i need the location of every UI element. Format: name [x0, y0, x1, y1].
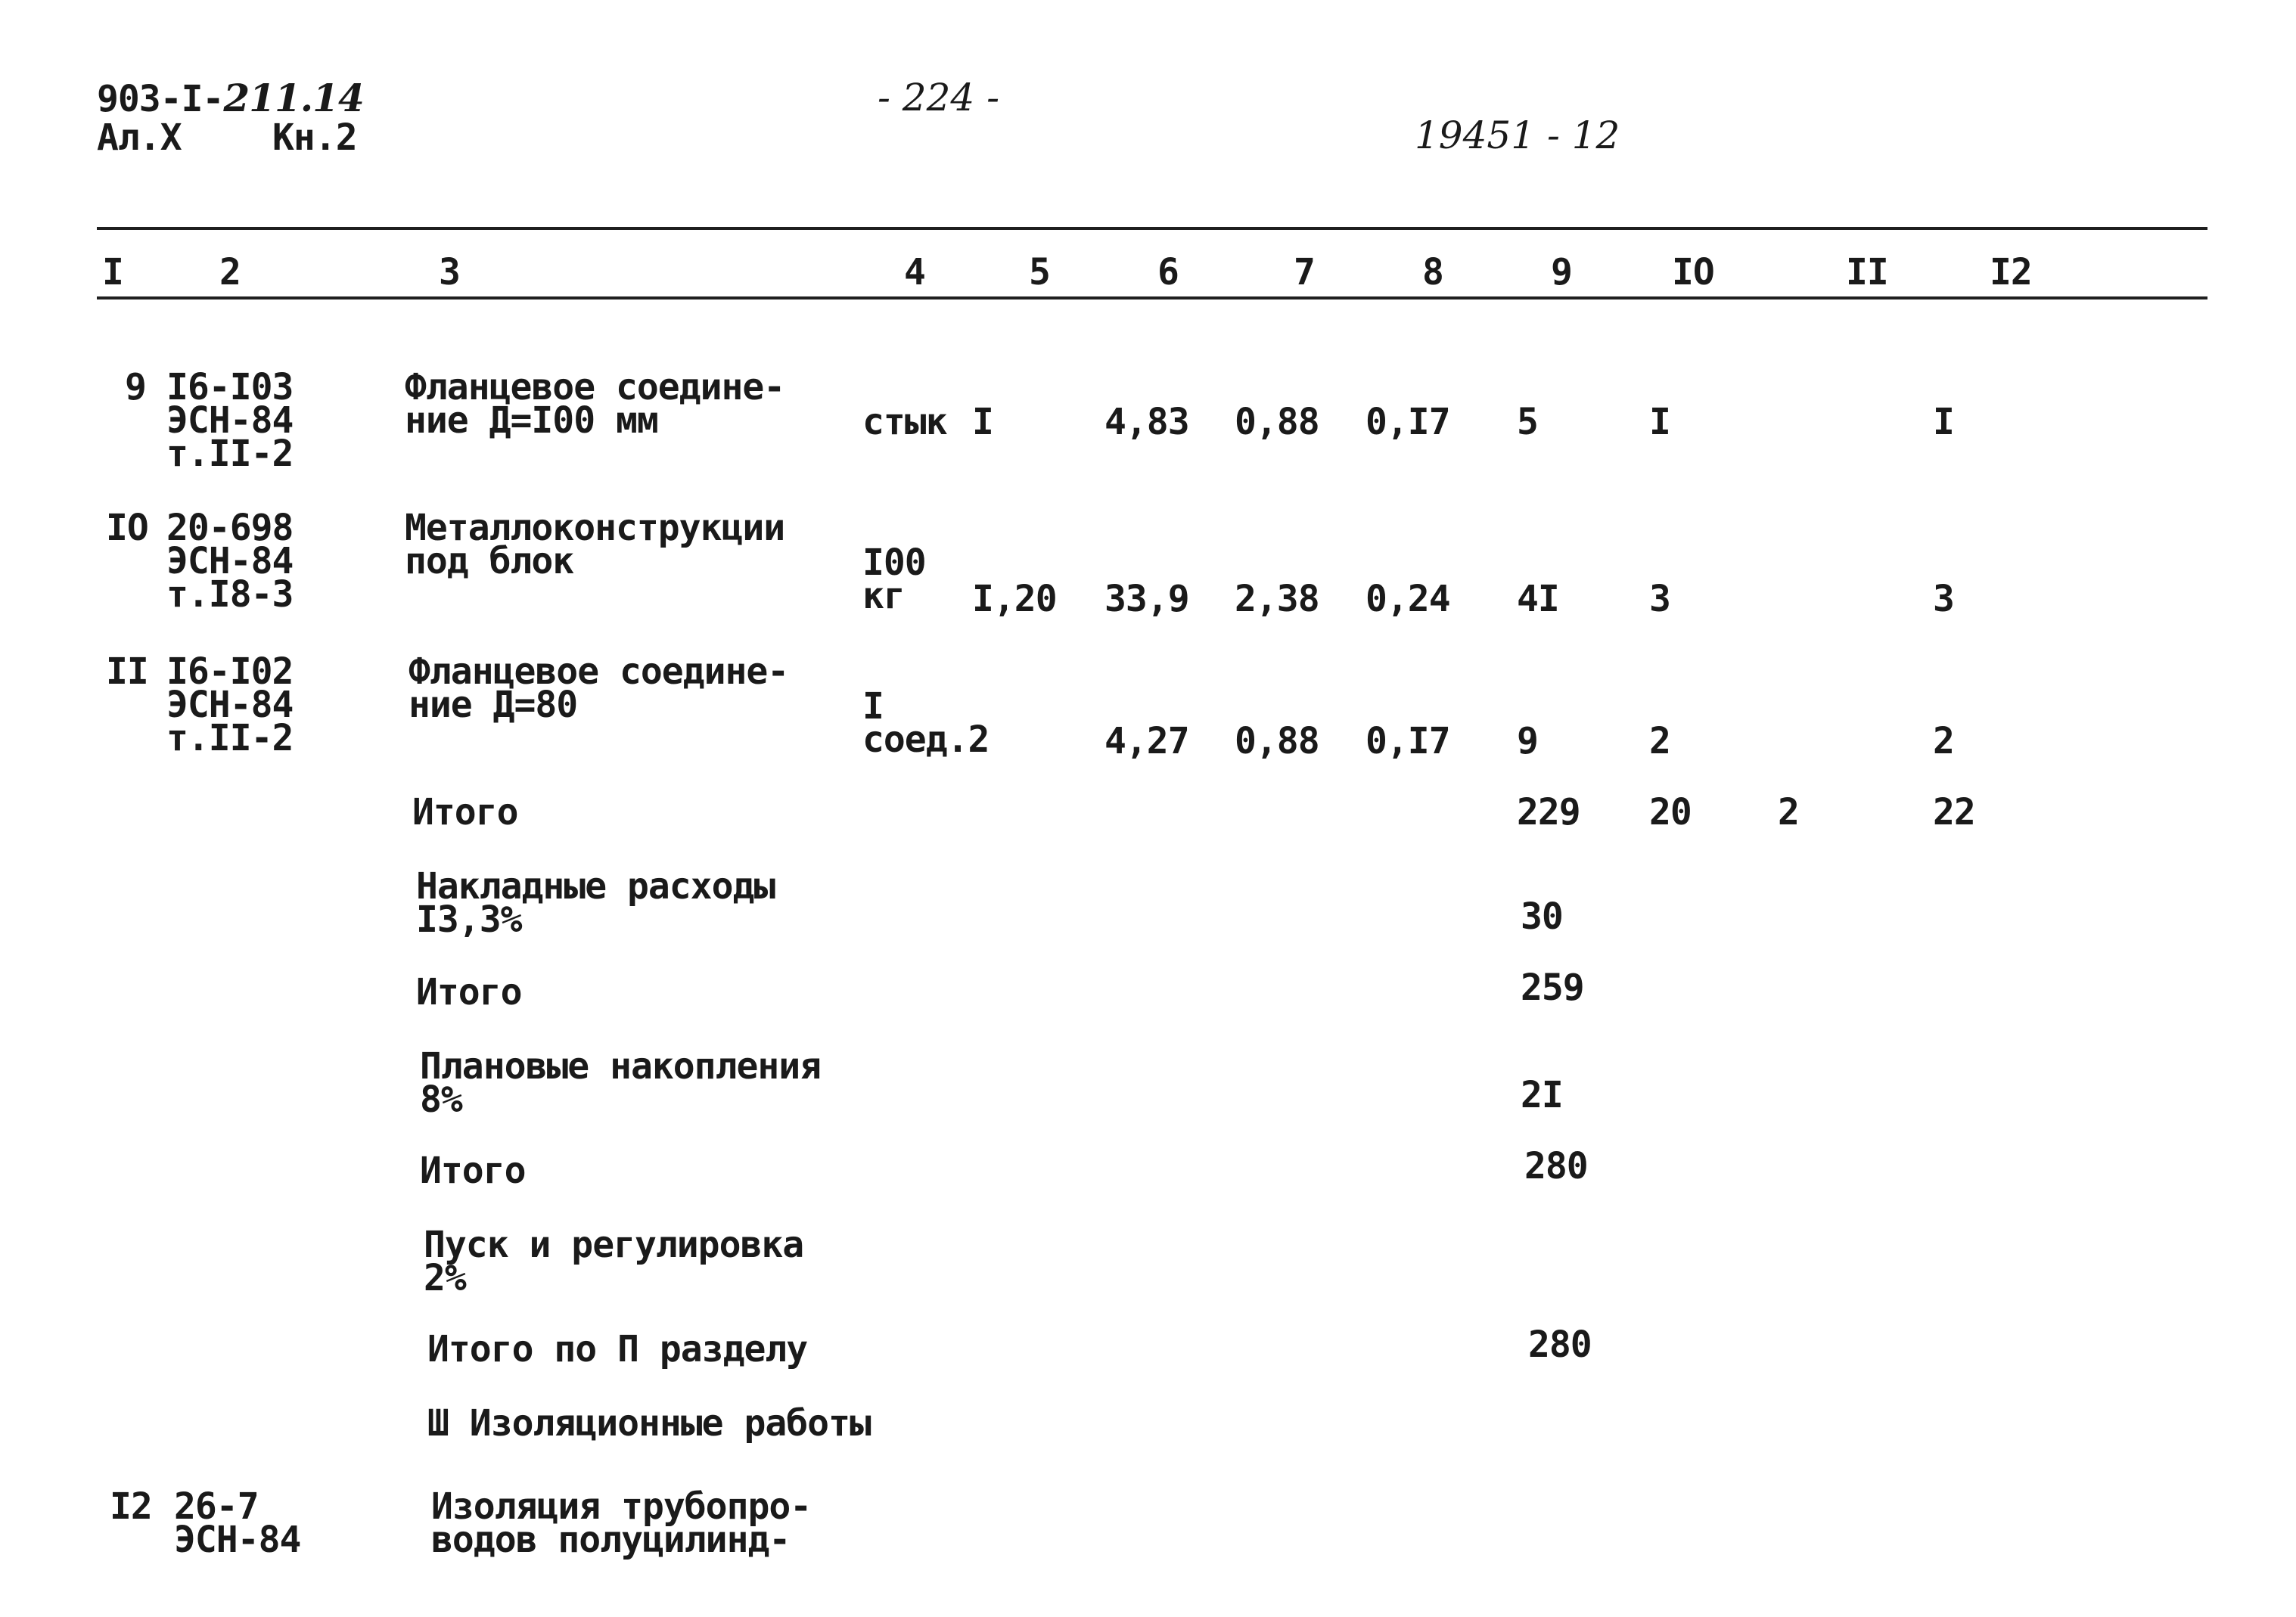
row-number: II	[106, 650, 148, 693]
cell-col6: 4,27	[1105, 720, 1189, 762]
cell-col6: 33,9	[1105, 578, 1189, 620]
cell-col9: 9	[1517, 720, 1538, 762]
work-name: Фланцевое соедине- ние Д=80	[409, 650, 789, 726]
cell-col7: 0,88	[1235, 401, 1319, 443]
row-number: I2	[110, 1485, 152, 1528]
cell-col9: 4I	[1517, 578, 1559, 620]
column-header-6: 6	[1157, 251, 1179, 293]
quantity: I	[972, 401, 993, 443]
archive-number: 19451 - 12	[1415, 113, 1620, 157]
summary-col9: 2I	[1521, 1074, 1563, 1116]
column-header-11: II	[1846, 251, 1888, 293]
summary-col11: 2	[1778, 791, 1799, 833]
work-name: Фланцевое соедине- ние Д=I00 мм	[405, 366, 785, 442]
book-label: Кн.2	[272, 116, 357, 159]
cell-col10: 2	[1649, 720, 1670, 762]
table-top-rule	[97, 227, 2207, 230]
column-header-7: 7	[1294, 251, 1315, 293]
column-header-9: 9	[1551, 251, 1572, 293]
cell-col10: I	[1649, 401, 1670, 443]
cell-col7: 0,88	[1235, 720, 1319, 762]
column-header-8: 8	[1422, 251, 1443, 293]
summary-col9: 280	[1524, 1145, 1588, 1187]
column-header-4: 4	[904, 251, 925, 293]
column-header-12: I2	[1990, 251, 2032, 293]
cell-col12: 2	[1933, 720, 1954, 762]
page-number: - 224 -	[878, 76, 1000, 119]
column-header-2: 2	[219, 251, 241, 293]
column-header-3: 3	[439, 251, 460, 293]
norm-code: I6-I03 ЭСН-84 т.II-2	[166, 366, 294, 475]
unit: I00 кг	[862, 542, 926, 617]
cell-col9: 5	[1517, 401, 1538, 443]
section-title: Ш Изоляционные работы	[427, 1402, 871, 1445]
column-header-5: 5	[1029, 251, 1050, 293]
summary-col10: 20	[1649, 791, 1692, 833]
cell-col8: 0,I7	[1365, 401, 1450, 443]
summary-label: Пуск и регулировка 2%	[424, 1224, 804, 1299]
summary-col9: 280	[1528, 1324, 1592, 1366]
summary-label: Итого	[420, 1150, 526, 1192]
summary-label: Итого	[412, 791, 518, 833]
cell-col12: I	[1933, 401, 1954, 443]
column-header-10: IO	[1672, 251, 1714, 293]
work-name: Изоляция трубопро- водов полуцилинд-	[431, 1485, 812, 1561]
row-number: 9	[125, 366, 146, 408]
summary-label: Накладные расходы I3,3%	[416, 865, 775, 941]
summary-label: Итого	[416, 971, 522, 1013]
unit: I соед.2	[862, 685, 990, 761]
column-header-1: I	[102, 251, 123, 293]
summary-col9: 259	[1521, 967, 1584, 1009]
summary-label: Итого по П разделу	[427, 1328, 808, 1370]
quantity: I,20	[972, 578, 1057, 620]
summary-col9: 30	[1521, 895, 1563, 938]
work-name: Металлоконструкции под блок	[405, 507, 785, 582]
document-code-handwritten: 211.14	[223, 76, 364, 120]
norm-code: 26-7 ЭСН-84	[174, 1485, 301, 1561]
norm-code: I6-I02 ЭСН-84 т.II-2	[166, 650, 294, 759]
summary-col12: 22	[1933, 791, 1975, 833]
cell-col12: 3	[1933, 578, 1954, 620]
cell-col10: 3	[1649, 578, 1670, 620]
document-code-prefix: 903-I-	[97, 78, 224, 120]
summary-col9: 229	[1517, 791, 1580, 833]
document-code	[97, 76, 364, 120]
album-label: Ал.X	[97, 116, 182, 159]
row-number: IO	[106, 507, 148, 549]
cell-col8: 0,24	[1365, 578, 1450, 620]
cell-col6: 4,83	[1105, 401, 1189, 443]
cell-col8: 0,I7	[1365, 720, 1450, 762]
cell-col7: 2,38	[1235, 578, 1319, 620]
summary-label: Плановые накопления 8%	[420, 1045, 822, 1121]
unit: стык	[862, 401, 947, 443]
column-header-underline	[97, 296, 2207, 300]
norm-code: 20-698 ЭСН-84 т.I8-3	[166, 507, 294, 616]
